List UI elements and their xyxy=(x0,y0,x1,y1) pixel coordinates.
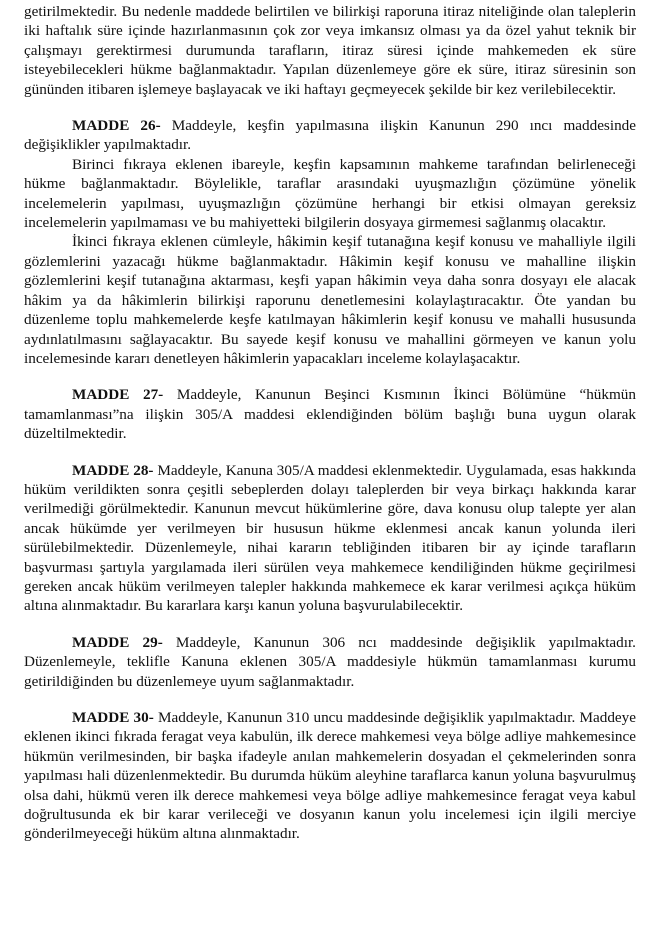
paragraph-continuation xyxy=(24,2,636,99)
article-26-paragraph xyxy=(24,116,636,155)
article-heading: MADDE 28- xyxy=(72,461,154,479)
paragraph-text: getirilmektedir. Bu nedenle maddede belirtilen ve bilirkişi raporuna itiraz niteliğinde olan taleplerin iki haftalık süre içinde hazırlanmasının çok zor veya imkansız olması ya da özel yahut teknik bir çalışmayı gerektirmesi durumunda tarafların, itiraz süresi içinde mahkemeden ek süre isteyebilecekleri hükme bağlanmaktadır. Yapılan düzenlemeye göre ek süre, itiraz süresinin son gününden itibaren işlemeye başlayacak ve iki haftayı geçmeyecek şekilde bir kez verilebilecektir. xyxy=(24,3,636,98)
article-heading: MADDE 26- xyxy=(72,117,161,135)
paragraph-text: İkinci fıkraya eklenen cümleyle, hâkimin keşif tutanağına keşif konusu ve mahalliyle ilgili gözlemlerini yazacağı hükme bağlanmaktadır. Hâkimin keşif konusu ve mahalline ilişkin gözlemlerini keşif tutanağına aktarması, keşfi yapan hâkimin veya daha sonra dosyayı ele alacak hâkim ya da hâkimlerin bilirkişi raporunu denetlemesini kolaylaştıracaktır. Öte yandan bu düzenleme toplu mahkemelerde keşfe katılmayan hâkimlerin keşif konusu ve mahalli hususunda aydınlatılmasını sağlayacaktır. Bu sayede keşif konusu ve mahallini görmeyen ve kanun yolu incelemesinde kararı denetleyen hâkimlerin yapacakları inceleme kolaylaşacaktır. xyxy=(24,233,636,367)
article-27-paragraph xyxy=(24,385,636,443)
article-30-paragraph xyxy=(24,708,636,844)
paragraph-text: Maddeyle, keşfin yapılmasına ilişkin Kanunun 290 ıncı maddesinde değişiklikler yapılmaktadır. xyxy=(24,117,636,154)
article-26-second-clause xyxy=(24,232,636,368)
article-heading: MADDE 30- xyxy=(72,709,154,726)
article-26-first-clause xyxy=(24,155,636,233)
paragraph-text: Maddeyle, Kanunun 310 uncu maddesinde değişiklik yapılmaktadır. Maddeye eklenen ikinci fıkrada feragat veya kabulün, ilk derece mahkemesi veya bölge adliye mahkemesince hükmün verilmesinden, bir başka ifadeyle anılan mahkemelerin dosyadan el çekmelerinden sonra yapılması hali düzenlenmektedir. Bu durumda hüküm aleyhine taraflarca kanun yoluna başvurulmuş olsa dahi, hükmü veren ilk derece mahkemesi veya bölge adliye mahkemesince feragat veya kabul doğrultusunda ek bir karar verileceği ve dosyanın kanun yolu incelemesi için ilgili merciye gönderilmeyeceği hüküm altına alınmaktadır. xyxy=(24,709,636,843)
paragraph-text: Birinci fıkraya eklenen ibareyle, keşfin kapsamının mahkeme tarafından belirleneceği hükme bağlanmaktadır. Böylelikle, taraflar arasındaki uyuşmazlığın çözümüne yönelik incelemelerin yapılması, uyuşmazlığın çözümüne herhangi bir etkisi olmayan gereksiz incelemelerin yapılmaması ve bu mahiyetteki bilgilerin dosyaya girmemesi sağlanmış olacaktır. xyxy=(24,155,636,232)
article-29-paragraph xyxy=(24,633,636,691)
paragraph-text: Maddeyle, Kanunun 306 ncı maddesinde değişiklik yapılmaktadır. Düzenlemeyle, teklifle Kanuna eklenen 305/A maddesiyle hükmün tamamlanması kurumu getirildiğinden bu düzenlemeye uyum sağlanmaktadır. xyxy=(24,633,636,690)
article-heading: MADDE 29- xyxy=(72,633,163,651)
paragraph-text: Maddeyle, Kanuna 305/A maddesi eklenmektedir. Uygulamada, esas hakkında hüküm verildikten sonra çeşitli sebeplerden dolayı taleplerden bir veya birkaçı hakkında karar verilmediği görülmektedir. Kanunun mevcut hükümlerine göre, dava konusu olup talepte yer alan ancak hükümde yer verilmeyen bir hususun hükme eklenmesi ancak kanun yolunda ileri sürülebilmektedir. Düzenlemeyle, nihai kararın tebliğinden itibaren bir ay içinde tarafların başvurması şartıyla yargılamada ileri sürülen veya mahkemece kendiliğinden hükme geçirilmesi gereken ancak hüküm verilmeyen talepler hakkında mahkemece ek karar verilmesi açıkça hüküm altına alınmaktadır. Bu kararlara karşı kanun yoluna başvurulabilecektir. xyxy=(24,461,636,615)
article-28-paragraph xyxy=(24,461,636,616)
article-heading: MADDE 27- xyxy=(72,386,164,404)
paragraph-text: Maddeyle, Kanunun Beşinci Kısmının İkinci Bölümüne “hükmün tamamlanması”na ilişkin 305/A maddesi eklendiğinden bölüm başlığı buna uygun olarak düzeltilmektedir. xyxy=(24,386,636,443)
document-page xyxy=(24,2,636,844)
